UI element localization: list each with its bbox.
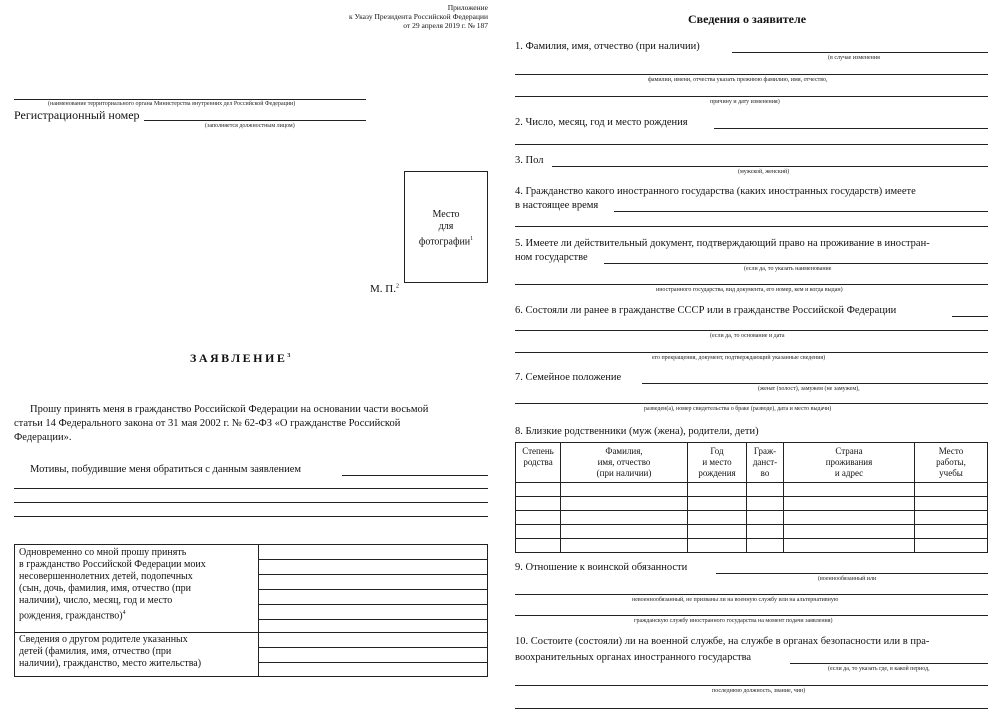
children-input[interactable] <box>259 560 487 575</box>
table-cell[interactable] <box>747 483 784 497</box>
table-cell[interactable] <box>688 497 747 511</box>
q5-label: 5. Имеете ли действительный документ, подтверждающий право на проживание в иностран- <box>515 238 930 249</box>
applicant-heading: Сведения о заявителе <box>688 12 807 26</box>
table-cell[interactable] <box>561 511 688 525</box>
table-cell[interactable] <box>688 483 747 497</box>
table-cell[interactable] <box>516 525 561 539</box>
q10-label: воохранительных органах иностранного государства <box>515 652 752 663</box>
q1-caption: (в случае изменения <box>828 55 880 61</box>
q6-field[interactable] <box>952 316 988 317</box>
reg-number-label: Регистрационный номер <box>14 108 140 122</box>
footnote-mark: 3 <box>287 353 293 359</box>
q5-field[interactable] <box>515 284 988 285</box>
reg-number-caption: (заполняется должностным лицом) <box>205 123 295 129</box>
q1-caption: фамилии, имени, отчества указать прежнюю фамилию, имя, отчество, <box>648 77 828 83</box>
table-cell[interactable] <box>784 483 915 497</box>
motives-field[interactable] <box>14 488 488 489</box>
parent-label-cell <box>15 633 259 677</box>
photo-text: для <box>438 221 454 232</box>
q7-field[interactable] <box>515 403 988 404</box>
table-cell[interactable] <box>915 539 988 553</box>
table-cell[interactable] <box>915 511 988 525</box>
appendix-line: от 29 апреля 2019 г. № 187 <box>403 21 488 30</box>
table-cell[interactable] <box>516 497 561 511</box>
parent-text: Сведения о другом родителе указанных <box>19 634 188 645</box>
q3-label: 3. Пол <box>515 155 544 166</box>
q7-label: 7. Семейное положение <box>515 372 622 383</box>
table-row <box>516 539 988 553</box>
q7-field[interactable] <box>642 383 988 384</box>
children-label-cell <box>15 545 259 633</box>
footnote-mark: 2 <box>395 283 399 290</box>
q5-caption: иностранного государства, вид документа, его номер, кем и когда выдан) <box>656 287 843 293</box>
footnote-mark: 4 <box>122 610 126 616</box>
q10-field[interactable] <box>790 663 988 664</box>
q5-caption: (если да, то указать наименование <box>744 266 832 272</box>
table-cell[interactable] <box>915 483 988 497</box>
q9-caption: гражданскую службу иностранного государства на момент подачи заявления) <box>634 618 833 624</box>
q7-caption: (женат (холост), замужем (не замужем), <box>758 386 860 392</box>
photo-text: Место <box>432 209 460 220</box>
q5-field[interactable] <box>604 263 988 264</box>
table-cell[interactable] <box>747 525 784 539</box>
q2-field[interactable] <box>515 144 988 145</box>
parent-input[interactable] <box>259 648 487 663</box>
q10-field[interactable] <box>515 685 988 686</box>
table-cell[interactable] <box>516 483 561 497</box>
q6-label: 6. Состояли ли ранее в гражданстве СССР или в гражданстве Российской Федерации <box>515 305 897 316</box>
col-header: Место работы, учебы <box>915 443 988 483</box>
q9-field[interactable] <box>716 573 988 574</box>
photo-text: фотографии <box>418 236 471 248</box>
q10-label: 10. Состоите (состояли) ли на военной службе, на службе в органах безопасности или в пра- <box>515 636 930 647</box>
table-cell[interactable] <box>688 525 747 539</box>
q10-field[interactable] <box>515 708 988 709</box>
q6-caption: (если да, то основание и дата <box>710 333 785 339</box>
appendix-line: Приложение <box>447 3 488 12</box>
table-cell[interactable] <box>561 539 688 553</box>
organ-name-field[interactable] <box>14 99 366 100</box>
table-cell[interactable] <box>516 539 561 553</box>
photo-placeholder <box>404 171 488 283</box>
children-table <box>14 544 488 677</box>
table-cell[interactable] <box>915 525 988 539</box>
relatives-table <box>515 442 988 553</box>
children-text: (сын, дочь, фамилия, имя, отчество (при <box>19 583 192 594</box>
q7-caption: разведен(а), номер свидетельства о браке (разводе), дата и место выдачи) <box>644 406 832 412</box>
children-fields <box>259 545 488 633</box>
col-header: Страна проживания и адрес <box>784 443 915 483</box>
footnote-mark: 1 <box>470 236 474 242</box>
parent-text: наличии), гражданство, место жительства) <box>19 658 202 669</box>
table-cell[interactable] <box>784 511 915 525</box>
table-cell[interactable] <box>516 511 561 525</box>
q9-field[interactable] <box>515 594 988 595</box>
table-cell[interactable] <box>915 497 988 511</box>
q3-field[interactable] <box>552 166 988 167</box>
table-cell[interactable] <box>784 497 915 511</box>
parent-input[interactable] <box>259 663 487 676</box>
appendix-line: к Указу Президента Российской Федерации <box>348 12 488 21</box>
q4-label: 4. Гражданство какого иностранного государства (каких иностранных государств) имеете <box>515 186 916 197</box>
request-line: Федерации». <box>14 432 72 443</box>
children-text: в гражданство Российской Федерации моих <box>19 559 206 570</box>
q4-label: в настоящее время <box>515 200 599 211</box>
children-text: наличии), число, месяц, год и место <box>19 595 173 606</box>
table-cell[interactable] <box>784 525 915 539</box>
motives-label: Мотивы, побудившие меня обратиться с данным заявлением <box>30 464 302 475</box>
col-header: Фамилия, имя, отчество (при наличии) <box>561 443 688 483</box>
q4-field[interactable] <box>614 211 988 212</box>
request-line: статьи 14 Федерального закона от 31 мая 2002 г. № 62-ФЗ «О гражданстве Российской <box>14 418 401 429</box>
q9-label: 9. Отношение к воинской обязанности <box>515 562 688 573</box>
table-cell[interactable] <box>561 525 688 539</box>
q9-caption: (военнообязанный или <box>818 576 877 582</box>
table-row <box>516 511 988 525</box>
table-cell[interactable] <box>784 539 915 553</box>
q1-field[interactable] <box>732 52 988 53</box>
title-text: ЗАЯВЛЕНИЕ <box>190 351 288 365</box>
children-text: рождения, гражданство) <box>19 610 123 622</box>
q1-caption: причину и дату изменения) <box>710 99 780 105</box>
q10-caption: последнюю должность, звание, чин) <box>712 688 806 694</box>
table-row <box>516 497 988 511</box>
table-cell[interactable] <box>561 497 688 511</box>
parent-input[interactable] <box>259 633 487 648</box>
col-header: Граж- данст- во <box>747 443 784 483</box>
children-input[interactable] <box>259 545 487 560</box>
table-cell[interactable] <box>688 539 747 553</box>
motives-field[interactable] <box>342 475 488 476</box>
table-cell[interactable] <box>561 483 688 497</box>
q6-field[interactable] <box>515 330 988 331</box>
q4-field[interactable] <box>515 226 988 227</box>
col-header: Степень родства <box>516 443 561 483</box>
q1-label: 1. Фамилия, имя, отчество (при наличии) <box>515 41 700 52</box>
stamp-label: М. П. <box>370 283 396 295</box>
q8-label: 8. Близкие родственники (муж (жена), родители, дети) <box>515 426 759 437</box>
table-cell[interactable] <box>688 511 747 525</box>
parent-text: детей (фамилия, имя, отчество (при <box>19 646 172 657</box>
children-input[interactable] <box>259 605 487 620</box>
table-cell[interactable] <box>747 539 784 553</box>
q9-caption: невоеннообязанный, не призваны ли на военную службу или на альтернативную <box>632 597 839 603</box>
organ-caption: (наименование территориального органа Министерства внутренних дел Российской Федерации) <box>48 101 296 107</box>
q10-caption: (если да, то указать где, в какой период, <box>828 666 930 672</box>
motives-field[interactable] <box>14 502 488 503</box>
table-row <box>516 483 988 497</box>
col-header: Год и место рождения <box>688 443 747 483</box>
q2-label: 2. Число, месяц, год и место рождения <box>515 117 688 128</box>
q6-caption: его прекращения, документ, подтверждающий указанные сведения) <box>652 355 826 361</box>
motives-field[interactable] <box>14 516 488 517</box>
q6-field[interactable] <box>515 352 988 353</box>
children-input[interactable] <box>259 575 487 590</box>
q1-field[interactable] <box>515 74 988 75</box>
reg-number-field[interactable] <box>144 120 366 121</box>
q2-field[interactable] <box>714 128 988 129</box>
request-line: Прошу принять меня в гражданство Российской Федерации на основании части восьмой <box>30 404 429 415</box>
q5-label: ном государстве <box>515 252 588 263</box>
q3-caption: (мужской, женский) <box>738 169 790 175</box>
parent-fields <box>259 633 488 677</box>
document-title <box>190 351 293 366</box>
table-cell[interactable] <box>747 511 784 525</box>
table-row <box>516 525 988 539</box>
table-cell[interactable] <box>747 497 784 511</box>
children-input[interactable] <box>259 590 487 605</box>
children-input[interactable] <box>259 620 487 632</box>
children-text: Одновременно со мной прошу принять <box>19 547 187 558</box>
stamp-place <box>370 283 399 295</box>
appendix-header <box>300 3 488 30</box>
q1-field[interactable] <box>515 96 988 97</box>
q9-field[interactable] <box>515 615 988 616</box>
children-text: несовершеннолетних детей, подопечных <box>19 571 193 582</box>
